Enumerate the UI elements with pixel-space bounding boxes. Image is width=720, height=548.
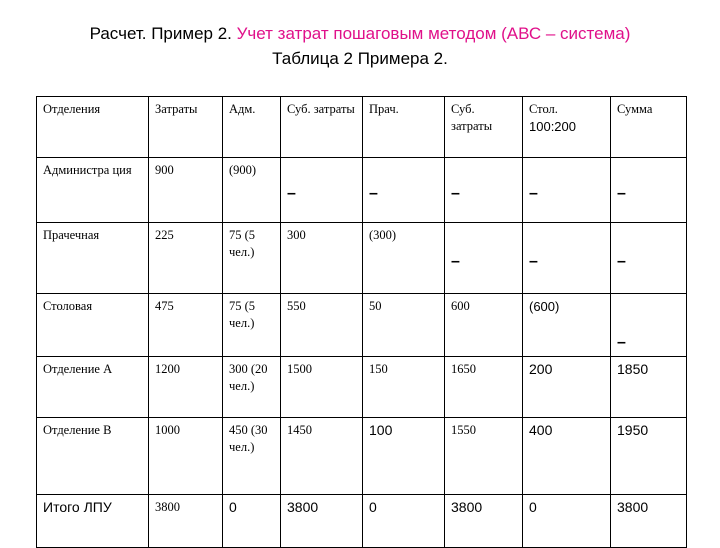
table-cell: – [363,158,445,223]
table-cell: 225 [149,223,223,294]
table-cell: 1200 [149,357,223,418]
table-cell: 0 [223,495,281,548]
table-cell: 300 [281,223,363,294]
table-cell: 75 (5 чел.) [223,223,281,294]
table-cell: – [611,223,687,294]
table-cell: 900 [149,158,223,223]
title-plain: Расчет. Пример 2. [89,24,237,43]
table-cell: 1000 [149,418,223,495]
table-caption: Таблица 2 Примера 2. [272,49,448,68]
table-cell: 1450 [281,418,363,495]
header-cell: Отделения [37,97,149,158]
header-cell: Суб. затраты [281,97,363,158]
row-label: Итого ЛПУ [37,495,149,548]
table-cell: 1950 [611,418,687,495]
cost-table [36,96,687,548]
table-cell: 3800 [611,495,687,548]
header-label: Стол. [529,102,558,116]
table-cell: 300 (20 чел.) [223,357,281,418]
table-cell: 400 [523,418,611,495]
table-cell: 1550 [445,418,523,495]
table-cell: 1500 [281,357,363,418]
table-cell: 1650 [445,357,523,418]
title-highlight: Учет затрат пошаговым методом (АВС – система) [236,24,631,43]
table-cell: 0 [363,495,445,548]
row-label: Отделение В [37,418,149,495]
table-cell: 100 [363,418,445,495]
table-cell: 75 (5 чел.) [223,294,281,357]
table-cell: 50 [363,294,445,357]
table-header-row [37,97,687,158]
table-cell: (300) [363,223,445,294]
table-cell: – [611,158,687,223]
header-cell: Адм. [223,97,281,158]
header-cell: Суб. затраты [445,97,523,158]
table-cell: 150 [363,357,445,418]
table-cell: – [611,294,687,357]
header-cell [523,97,611,158]
table-cell: 0 [523,495,611,548]
table-row [37,418,687,495]
table-row [37,158,687,223]
table-cell: – [445,158,523,223]
table-cell: – [281,158,363,223]
page-title [0,22,720,46]
row-label: Столовая [37,294,149,357]
table-cell: – [523,158,611,223]
table-cell: 3800 [445,495,523,548]
row-label: Отделение А [37,357,149,418]
table-cell: 450 (30 чел.) [223,418,281,495]
table-cell: (600) [523,294,611,357]
table-cell: 3800 [281,495,363,548]
table-cell: 3800 [149,495,223,548]
table-cell: 475 [149,294,223,357]
table-cell: – [523,223,611,294]
table-row [37,294,687,357]
table-cell: 1850 [611,357,687,418]
table-cell: 200 [523,357,611,418]
header-ratio-note: 100:200 [529,119,576,134]
header-cell: Затраты [149,97,223,158]
table-row [37,357,687,418]
row-label: Администра ция [37,158,149,223]
table-cell: (900) [223,158,281,223]
table-cell: 550 [281,294,363,357]
header-cell: Сумма [611,97,687,158]
table-cell: – [445,223,523,294]
row-label: Прачечная [37,223,149,294]
table-cell: 600 [445,294,523,357]
table-row [37,223,687,294]
header-cell: Прач. [363,97,445,158]
